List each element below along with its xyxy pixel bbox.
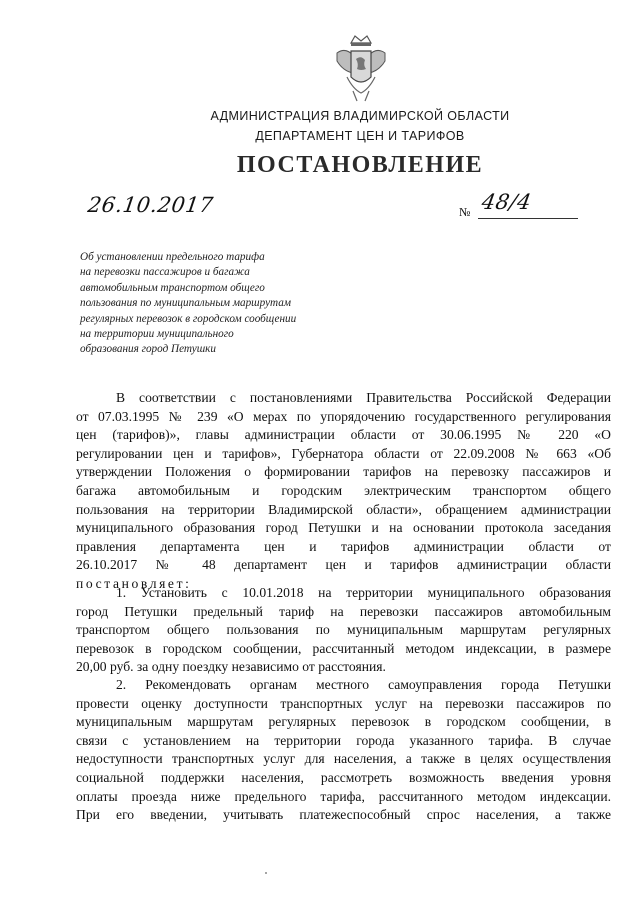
text-line: В соответствии с постановлениями Правительства Российской Федерации bbox=[116, 390, 611, 405]
text-line: багажа автомобильным и городским электрическим транспортом общего bbox=[76, 482, 611, 498]
text-line: оплаты проезда ниже предельного тарифа, рассчитанного методом индексации. bbox=[76, 788, 611, 804]
scan-speck bbox=[265, 872, 267, 874]
text-line: цен (тарифов)», главы администрации области от 30.06.1995 № 220 «О bbox=[76, 427, 611, 443]
number-underline bbox=[478, 218, 578, 219]
text-line: связи с установлением на территории города указанного тарифа. В случае bbox=[76, 732, 611, 748]
resolution-word: постановляет: bbox=[76, 575, 192, 591]
text-line: муниципальным маршрутам регулярных перевозок в городском сообщении, в bbox=[76, 714, 611, 730]
subject-line: Об установлении предельного тарифа bbox=[80, 251, 265, 263]
text-line: недоступности транспортных услуг для населения, а также в целях осуществления bbox=[76, 751, 611, 767]
department-name: ДЕПАРТАМЕНТ ЦЕН И ТАРИФОВ bbox=[255, 129, 465, 143]
clause-1-paragraph bbox=[76, 584, 611, 677]
subject-line: на перевозки пассажиров и багажа bbox=[80, 266, 250, 279]
text-line: провести оценку доступности транспортных услуг на перевозки пассажиров по bbox=[76, 695, 611, 711]
text-line: правления департамента цен и тарифов администрации области от bbox=[76, 538, 611, 554]
text-line: перевозок в городском сообщении, рассчитанный методом индексации, в размере bbox=[76, 640, 611, 656]
preamble-paragraph bbox=[76, 389, 611, 594]
text-line: транспортом общего пользования по муниципальным маршрутам регулярных bbox=[76, 622, 611, 638]
subject-line: пользования по муниципальным маршрутам bbox=[80, 297, 291, 310]
document-subject bbox=[80, 250, 380, 358]
subject-line: образования город Петушки bbox=[80, 343, 216, 356]
document-number: 48/4 bbox=[479, 190, 534, 214]
document-date: 26.10.2017 bbox=[86, 193, 215, 217]
text-line: город Петушки предельный тариф на перевозки пассажиров автомобильным bbox=[76, 603, 611, 619]
coat-of-arms-icon bbox=[333, 33, 389, 105]
number-label: № bbox=[459, 205, 471, 219]
text-line: 2. Рекомендовать органам местного самоуправления города Петушки bbox=[116, 677, 611, 692]
text-line: от 07.03.1995 № 239 «О мерах по упорядочению государственного регулирования bbox=[76, 408, 611, 424]
text-line: 20,00 руб. за одну поездку независимо от расстояния. bbox=[76, 659, 386, 675]
text-line: пользования на территории Владимирской области», обращением администрации bbox=[76, 501, 611, 517]
text-line: социальной поддержки населения, рассмотреть возможность введения уровня bbox=[76, 769, 611, 785]
clause-2-paragraph bbox=[76, 676, 611, 825]
text-line: муниципального образования город Петушки и на основании протокола заседания bbox=[76, 520, 611, 536]
organization-name: АДМИНИСТРАЦИЯ ВЛАДИМИРСКОЙ ОБЛАСТИ bbox=[210, 109, 510, 123]
document-type-title: ПОСТАНОВЛЕНИЕ bbox=[236, 152, 484, 178]
subject-line: на территории муниципального bbox=[80, 328, 234, 341]
subject-line: регулярных перевозок в городском сообщении bbox=[80, 312, 297, 325]
text-line: утверждении Положения о формировании тарифов на перевозку пассажиров и bbox=[76, 464, 611, 480]
subject-line: автомобильным транспортом общего bbox=[80, 281, 265, 294]
text-line: регулировании цен и тарифов», Губернатора области от 22.09.2008 № 663 «Об bbox=[76, 445, 611, 461]
text-line: При его введении, учитывать платежеспособный спрос населения, а также bbox=[76, 807, 611, 823]
text-line: 1. Установить с 10.01.2018 на территории муниципального образования bbox=[116, 585, 611, 600]
text-line: 26.10.2017 № 48 департамент цен и тарифов администрации области bbox=[76, 557, 611, 573]
